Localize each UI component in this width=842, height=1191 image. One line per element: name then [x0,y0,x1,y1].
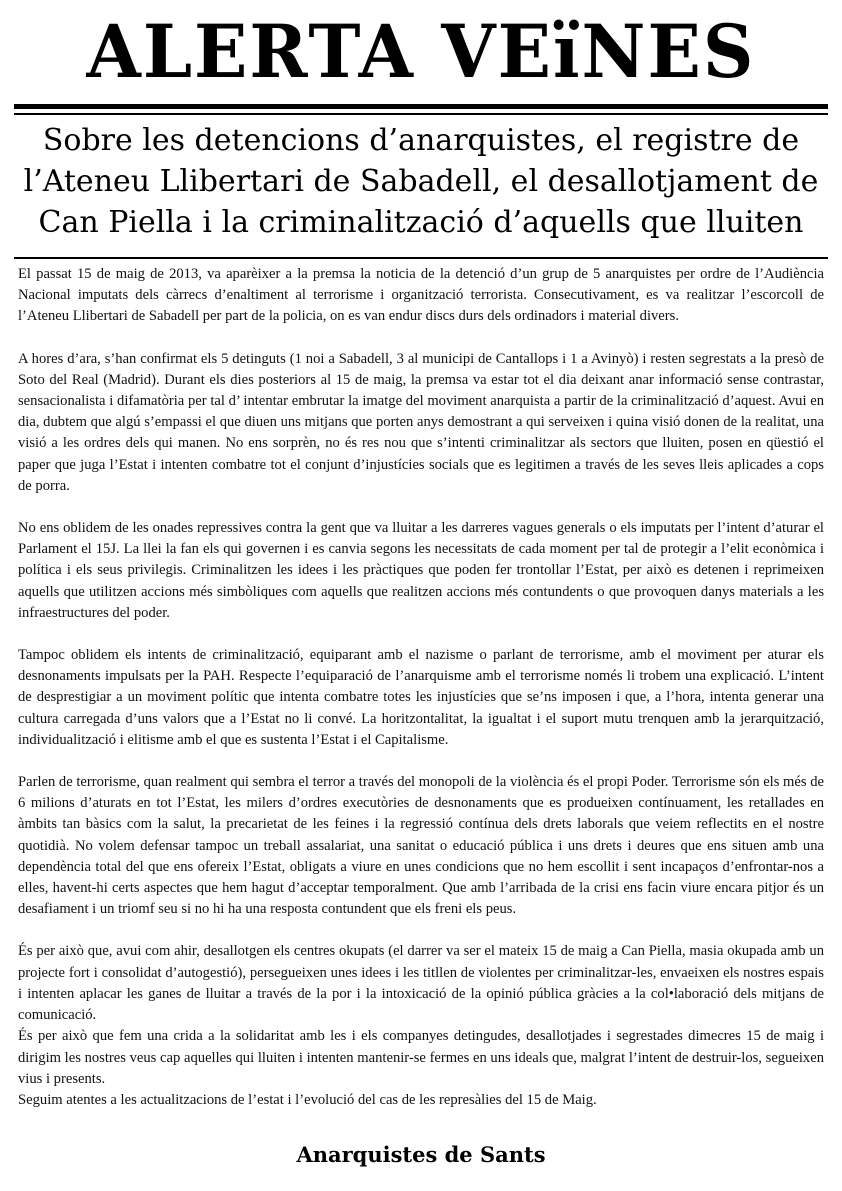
paragraph-4: Tampoc oblidem els intents de criminalització, equiparant amb el nazisme o parlant de terrorisme, amb el moviment per aturar els desnonaments impulsats per la PAH. Respecte l’equiparació de l’anarquisme amb el terrorisme només li trobem una explicació. L’intent de desprestigiar a un moviment polític que intenta combatre totes les injustícies que se’ns imposen i que, a l’hora, intenta generar una cultura carregada d’uns valors que a l’Estat no li convé. La horitzontalitat, la igualtat i el suport mutu trenquen amb la jerarquització, individualització i elitisme amb el que es sustenta l’Estat i el Capitalisme. [18,647,824,748]
article-body [18,264,824,1111]
paragraph-1: El passat 15 de maig de 2013, va aparèixer a la premsa la noticia de la detenció d’un grup de 5 anarquistes per ordre de l’Audiència Nacional imputats dels càrrecs d’enaltiment al terrorisme i organització terrorista. Consecutivament, es va realitzar l’escorcoll de l’Ateneu Llibertari de Sabadell per part de la policia, on es van endur discs durs dels ordinadors i material divers. [18,266,824,325]
paragraph-3: No ens oblidem de les onades repressives contra la gent que va lluitar a les darreres vagues generals o els imputats per l’intent d’aturar el Parlament el 15J. La llei la fan els qui governen i es canvia segons les necessitats de cada moment per tal de protegir a l’elit econòmica i política i els seus privilegis. Criminalitzen les idees i les pràctiques que poden fer trontollar l’Estat, per això es detenen i reprimeixen aquells que utilitzen accions més simbòliques com aquells que realitzen accions més contundents o que provoquen danys materials a les infraestructures del poder. [18,520,824,621]
signature: Anarquistes de Sants [296,1142,546,1167]
paragraph-8: Seguim atentes a les actualitzacions de l’estat i l’evolució del cas de les represàlies del 15 de Maig. [18,1091,597,1108]
paragraph-5: Parlen de terrorisme, quan realment qui sembra el terror a través del monopoli de la violència és el propi Poder. Terrorisme són els més de 6 milions d’aturats en tot l’Estat, les milers d’ordres executòries de desnonaments que es produeixen contínuament, les retallades en àmbits tan bàsics com la salut, la precarietat de les feines i la regressió contínua dels drets laborals que veiem reflectits en el nostre quotidià. No volem defensar tampoc un treball assalariat, una sanitat o educació pública i uns drets i deures que ens situen amb una dependència total del que ens ofereix l’Estat, obligats a viure en unes condicions que no hem escollit i sent incapaços d’enfrontar-nos a elles, havent-hi certs aspectes que hem hagut d’acceptar temporalment. Que amb l’arribada de la crisi ens facin viure encara pitjor és un desafiament i un triomf seu si no hi ha una resposta contundent que els freni els peus. [18,774,824,918]
headline-rule [14,257,828,259]
paragraph-2: A hores d’ara, s’han confirmat els 5 detinguts (1 noi a Sabadell, 3 al municipi de Cantallops i 1 a Avinyò) i resten segrestats a la presò de Soto del Real (Madrid). Durant els dies posteriors al 15 de maig, la premsa va estar tot el dia deixant anar informació sense contrastar, sensacionalista i difamatòria per tal d’ intentar embrutar la imatge del moviment anarquista a partir de la criminalització d’aquest. Avui en dia, dubtem que algú s’empassi el que diuen uns mitjans que porten anys demostrant a qui serveixen i quina visió donen de la realitat, una visió a les ordres dels qui manen. No ens sorprèn, no és res nou que s’intenti criminalitzar als sectors que lluiten, posen en qüestió el paper que juga l’Estat i intenten combatre tot el conjunt d’injustícies socials que es legitimen a través de les seves lleis aplicades a cops de porra. [18,350,824,494]
paragraph-7: És per això que fem una crida a la solidaritat amb les i els companyes detingudes, desallotjades i segrestades dimecres 15 de maig i dirigim les nostres veus cap aquelles qui lluiten i intenten mantenir-se fermes en uns ideals que, malgrat l’intent de destruir-los, segueixen vius i presents. [18,1028,824,1087]
paragraph-6: És per això que, avui com ahir, desallotgen els centres okupats (el darrer va ser el mateix 15 de maig a Can Piella, masia okupada amb un projecte fort i consolidat d’autogestió), persegueixen unes idees i les titllen de violentes per criminalitzar-les, envaeixen els nostres espais i intenten aplacar les ganes de lluitar a través de la por i la intoxicació de la opinió pública gràcies a la col•laboració dels mitjans de comunicació. [18,943,824,1024]
headline: Sobre les detencions d’anarquistes, el registre de l’Ateneu Llibertari de Sabadell, el desallotjament de Can Piella i la criminalització d’aquells que lluiten [23,123,819,240]
masthead-title: ALERTA VEïNES [86,7,756,96]
masthead-rule-bottom [14,113,828,115]
masthead-rule-top [14,104,828,109]
